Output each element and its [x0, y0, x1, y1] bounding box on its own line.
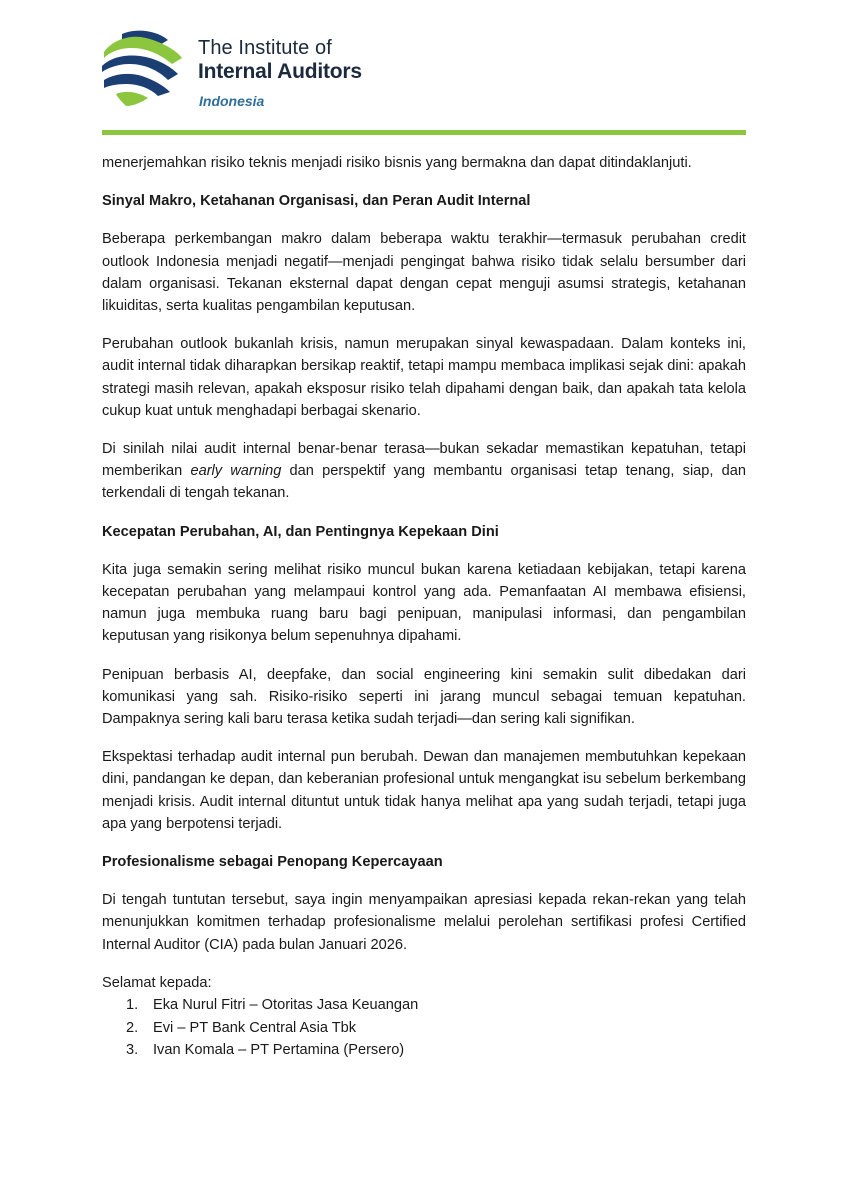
page-header — [102, 28, 746, 136]
document-body — [102, 152, 746, 1061]
paragraph-2: Beberapa perkembangan makro dalam beberapa waktu terakhir—termasuk perubahan credit outlook Indonesia menjadi negatif—menjadi pengingat bahwa risiko tidak selalu bersumber dari dalam organisasi. Tekanan eksternal dapat dengan cepat menguji asumsi strategis, ketahanan likuiditas, serta kualitas pengambilan keputusan. — [102, 231, 746, 315]
recipient-list — [102, 994, 746, 1061]
paragraph-4-part-2: dan perspektif yang membantu organisasi tetap tenang, siap, dan terkendali di tengah tekanan. — [102, 463, 746, 502]
list-item — [102, 994, 746, 1016]
paragraph-5: Kita juga semakin sering melihat risiko muncul bukan karena ketiadaan kebijakan, tetapi karena kecepatan perubahan yang melampaui kontrol yang ada. Pemanfaatan AI membawa efisiensi, namun juga membuka ruang baru bagi penipuan, manipulasi informasi, dan pengambilan keputusan yang risikonya belum sepenuhnya dipahami. — [102, 561, 746, 645]
list-number: 3. — [126, 1041, 139, 1058]
logo-line-3: Indonesia — [199, 93, 265, 109]
logo-line-2: Internal Auditors — [198, 60, 362, 83]
paragraph-9: Selamat kepada: — [102, 974, 212, 991]
list-number: 2. — [126, 1019, 139, 1036]
paragraph-6: Penipuan berbasis AI, deepfake, dan social engineering kini semakin sulit dibedakan dari komunikasi yang sah. Risiko-risiko seperti ini jarang muncul sebagai temuan kepatuhan. Dampaknya sering kali baru terasa ketika sudah terjadi—dan sering kali signifikan. — [102, 666, 746, 728]
list-item — [102, 1017, 746, 1039]
paragraph-4-part-1: Di sinilah nilai audit internal benar-benar terasa—bukan sekadar memastikan kepatuhan, tetapi memberikan — [102, 441, 746, 480]
logo-wordmark — [198, 36, 362, 112]
paragraph-8: Di tengah tuntutan tersebut, saya ingin menyampaikan apresiasi kepada rekan-rekan yang telah menunjukkan komitmen terhadap profesionalisme melalui perolehan sertifikasi profesi Certified Internal Auditor (CIA) pada bulan Januari 2026. — [102, 892, 746, 953]
paragraph-7: Ekspektasi terhadap audit internal pun berubah. Dewan dan manajemen membutuhkan kepekaan dini, pandangan ke depan, dan keberanian profesional untuk mengangkat isu sebelum berkembang menjadi krisis. Audit internal dituntut untuk tidak hanya melihat apa yang sudah terjadi, tetapi juga apa yang berpotensi terjadi. — [102, 749, 746, 832]
header-divider — [102, 130, 746, 135]
paragraph-1: menerjemahkan risiko teknis menjadi risiko bisnis yang bermakna dan dapat ditindaklanjuti. — [102, 155, 692, 171]
list-text: Eka Nurul Fitri – Otoritas Jasa Keuangan — [153, 997, 419, 1014]
list-text: Ivan Komala – PT Pertamina (Persero) — [153, 1041, 405, 1058]
list-number: 1. — [126, 997, 139, 1014]
list-item — [102, 1039, 746, 1061]
iia-globe-logo-icon — [102, 30, 184, 106]
paragraph-4 — [102, 438, 746, 505]
section-heading-2: Kecepatan Perubahan, AI, dan Pentingnya Kepekaan Dini — [102, 523, 499, 540]
logo-line-1: The Institute of — [198, 37, 332, 59]
early-warning-emphasis: early warning — [190, 463, 282, 480]
section-heading-3: Profesionalisme sebagai Penopang Kepercayaan — [102, 854, 443, 871]
paragraph-3: Perubahan outlook bukanlah krisis, namun merupakan sinyal kewaspadaan. Dalam konteks ini, audit internal tidak diharapkan bersikap reaktif, tetapi mampu membaca implikasi sejak dini: apakah strategi masih relevan, apakah eksposur risiko telah dipahami dengan baik, dan apakah tata kelola cukup kuat untuk menghadapi berbagai skenario. — [102, 336, 746, 419]
section-heading-1: Sinyal Makro, Ketahanan Organisasi, dan Peran Audit Internal — [102, 193, 531, 210]
list-text: Evi – PT Bank Central Asia Tbk — [153, 1019, 357, 1036]
